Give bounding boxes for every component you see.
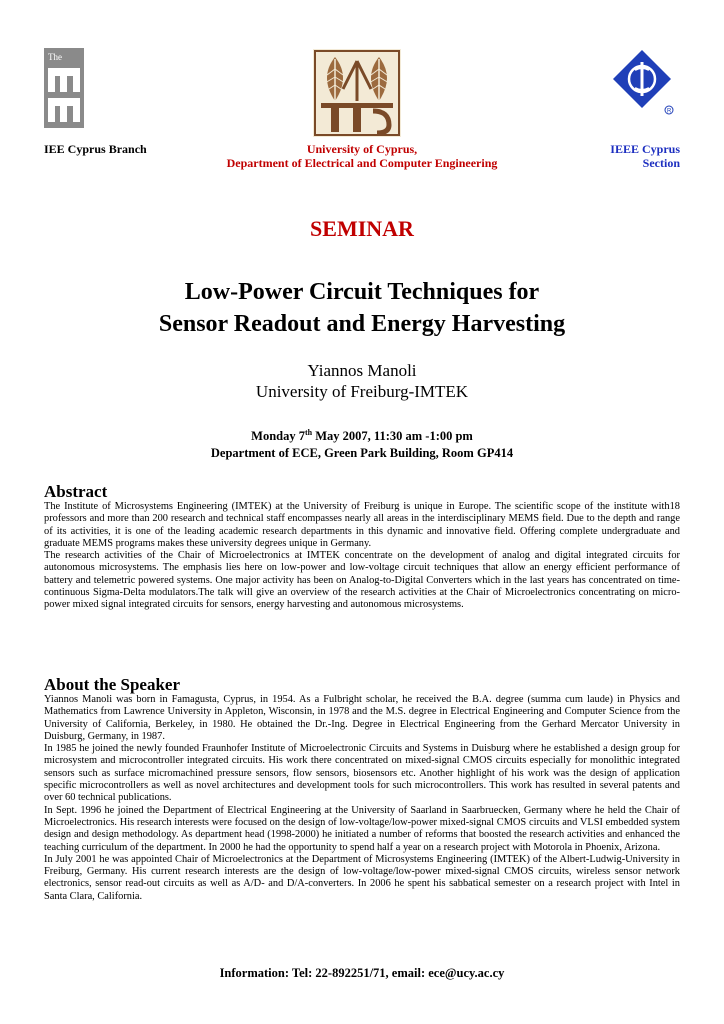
speaker-affiliation: University of Freiburg-IMTEK xyxy=(255,382,469,401)
event-details xyxy=(0,424,724,462)
ieee-section-line2: Section xyxy=(642,156,680,170)
seminar-title xyxy=(0,276,724,340)
iee-logo-icon xyxy=(44,48,84,128)
ieee-section-label xyxy=(610,142,680,170)
iee-branch-label: IEE Cyprus Branch xyxy=(44,142,147,156)
abstract-body xyxy=(44,501,680,612)
speaker-name: Yiannos Manoli xyxy=(307,361,417,380)
iee-logo-text: The xyxy=(48,52,62,62)
seminar-label: SEMINAR xyxy=(310,216,414,241)
svg-text:R: R xyxy=(667,108,672,115)
abstract-paragraph: The research activities of the Chair of Microelectronics at IMTEK concentrate on the development of analog and digital integrated circuits for autonomous microsystems. The emphasis lies here on low-power and low-voltage circuit techniques that allow an energy efficient performance of battery and telemetric powered systems. One major activity has been on Analog-to-Digital Converters which in the last years has concentrated on time-continuous Sigma-Delta modulators.The talk will give an overview of the research activities at the Chair of Microelectronics concentrating on micro-power mixed signal integrated circuits for sensors, energy harvesting and autonomous microsystems. xyxy=(44,550,680,611)
about-speaker-heading: About the Speaker xyxy=(44,675,181,694)
bio-paragraph: Yiannos Manoli was born in Famagusta, Cyprus, in 1954. As a Fulbright scholar, he received the B.A. degree (summa cum laude) in Physics and Mathematics from Lawrence University in Appleton, Wisconsin, in 1978 and the M.S. degree in Electrical Engineering and Computer Science from the University of California, Berkeley, in 1980. He obtained the Dr.-Ing. Degree in Electrical Engineering from the Gerhard Mercator University in Duisburg, Germany, in 1987. xyxy=(44,694,680,742)
event-date: Monday 7th May 2007, 11:30 am -1:00 pm xyxy=(251,428,473,444)
department-name: Department of Electrical and Computer Engineering xyxy=(226,156,498,170)
speaker-block xyxy=(0,360,724,402)
abstract-paragraph: The Institute of Microsystems Engineering (IMTEK) at the University of Freiburg is unique in Europe. The scientific scope of the institute with18 professors and more than 200 research and technical staff encompasses nearly all areas in the interdisciplinary MEMS field. Due to the depth and range of its activities, it is one of the leading academic research departments in this dynamic and innovative field. Offering complete undergraduate and graduate MEMS programs makes these university degrees unique in Germany. xyxy=(44,501,680,549)
bio-paragraph: In 1985 he joined the newly founded Fraunhofer Institute of Microelectronic Circuits and Systems in Duisburg where he established a design group for microsystem and microcontroller integrated circuits. His work there concentrated on mixed-signal CMOS circuits especially for monolithic integrated sensors such as surface micromachined pressure sensors, flow sensors, biosensors etc. Another highlight of his work was the design of application specific microcontrollers as well as novel architectures and development tools for such microcontrollers. This work has resulted in several patents and over 60 technical publications. xyxy=(44,743,680,804)
university-name: University of Cyprus, xyxy=(306,142,418,156)
ieee-section-line1: IEEE Cyprus xyxy=(610,142,680,156)
ieee-logo-icon xyxy=(611,48,677,120)
bio-paragraph: In Sept. 1996 he joined the Department of Electrical Engineering at the University of Saarland in Saarbruecken, Germany where he held the Chair of Microelectronics. His research interests were focused on the design of low-voltage/low-power mixed-signal CMOS circuits and VLSI embedded system design and design methodology. As department head (1998-2000) he initiated a number of reforms that boosted the research activities and enhanced the teaching curriculum of the department. In 2000 he had the opportunity to spend half a year on a research project with Motorola in Phoenix, Arizona. xyxy=(44,804,680,853)
abstract-heading: Abstract xyxy=(44,482,108,501)
title-line-1: Low-Power Circuit Techniques for xyxy=(184,279,540,305)
about-speaker-body xyxy=(44,694,680,903)
contact-information: Information: Tel: 22-892251/71, email: ece@ucy.ac.cy xyxy=(219,966,505,980)
university-of-cyprus-logo-icon xyxy=(313,49,401,137)
event-location: Department of ECE, Green Park Building, Room GP414 xyxy=(210,446,514,461)
title-line-2: Sensor Readout and Energy Harvesting xyxy=(158,311,566,337)
bio-paragraph: In July 2001 he was appointed Chair of Microelectronics at the Department of Microsystems Engineering (IMTEK) of the Albert-Ludwig-University in Freiburg, Germany. His current research interests are the design of low-voltage/low-power mixed-signal CMOS circuits, wireless sensor network electronics, sensor read-out circuits as well as A/D- and D/A-converters. In 2006 he spent his sabbatical semester on a research project with Intel in Santa Clara, California. xyxy=(44,853,680,902)
